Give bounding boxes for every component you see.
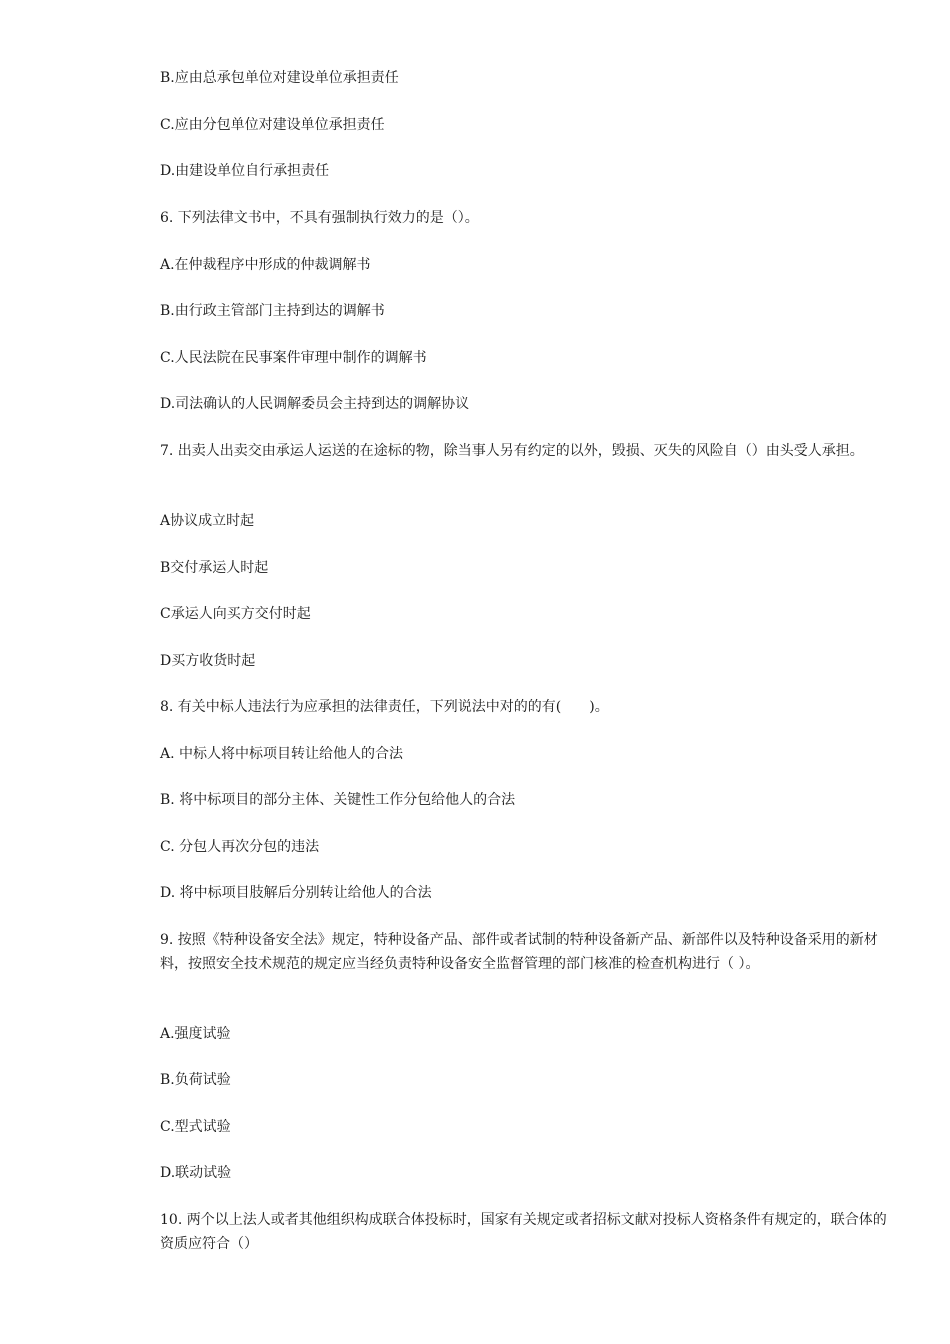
option-6a: A.在仲裁程序中形成的仲裁调解书: [160, 257, 371, 273]
option-5d: D.由建设单位自行承担责任: [160, 163, 330, 179]
option-8d: D. 将中标项目肢解后分别转让给他人的合法: [160, 885, 432, 901]
question-8: 8. 有关中标人违法行为应承担的法律责任，下列说法中对的的有( )。: [160, 699, 609, 715]
option-9a: A.强度试验: [160, 1026, 231, 1042]
option-8c: C. 分包人再次分包的违法: [160, 839, 320, 855]
option-9b: B.负荷试验: [160, 1072, 231, 1088]
option-7c: C承运人向买方交付时起: [160, 606, 311, 622]
option-7b: B交付承运人时起: [160, 560, 269, 576]
option-7a: A协议成立时起: [160, 513, 255, 529]
option-6d: D.司法确认的人民调解委员会主持到达的调解协议: [160, 396, 470, 412]
question-10: 10. 两个以上法人或者其他组织构成联合体投标时，国家有关规定或者招标文献对投标人资格条件有规定的，联合体的资质应符合（）: [160, 1212, 887, 1252]
option-5b: B.应由总承包单位对建设单位承担责任: [160, 70, 399, 86]
option-9d: D.联动试验: [160, 1165, 232, 1181]
option-9c: C.型式试验: [160, 1119, 231, 1135]
option-6b: B.由行政主管部门主持到达的调解书: [160, 303, 385, 319]
option-7d: D买方收货时起: [160, 653, 256, 669]
option-6c: C.人民法院在民事案件审理中制作的调解书: [160, 350, 427, 366]
option-5c: C.应由分包单位对建设单位承担责任: [160, 117, 385, 133]
option-8b: B. 将中标项目的部分主体、关键性工作分包给他人的合法: [160, 792, 516, 808]
option-8a: A. 中标人将中标项目转让给他人的合法: [160, 746, 404, 762]
question-7: 7. 出卖人出卖交由承运人运送的在途标的物，除当事人另有约定的以外，毁损、灭失的风险自（）由头受人承担。: [160, 443, 864, 459]
question-6: 6. 下列法律文书中，不具有强制执行效力的是（）。: [160, 210, 479, 226]
question-9: 9. 按照《特种设备安全法》规定，特种设备产品、部件或者试制的特种设备新产品、新部件以及特种设备采用的新材料，按照安全技术规范的规定应当经负责特种设备安全监督管理的部门核准的检查机构进行（ ）。: [160, 932, 878, 972]
